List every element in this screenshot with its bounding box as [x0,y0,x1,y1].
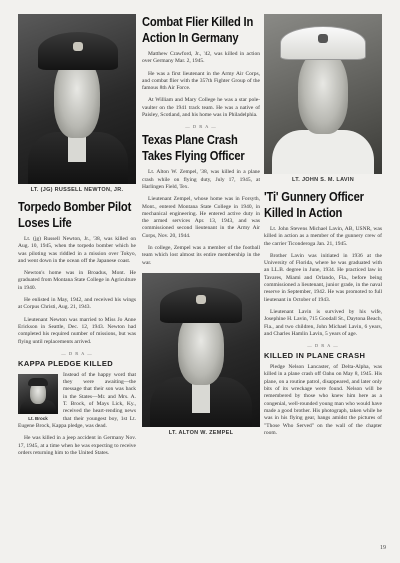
paragraph: Lieutenant Zempel, whose home was in Forsyth, Mont., entered Montana State College in 1940, in mechanical engineering. He entered active duty in the armed services Apr. 13, 1943, and was commissioned second lieutenant in the Army Air Corps, Nov. 20, 1944. [142,196,260,239]
photo-caption: Lt. Brock [28,415,48,421]
portrait-zempel [142,273,260,427]
paragraph: Brother Lavin was initiated in 1936 at the University of Florida, where he was graduated with an LL.B. degree in June, 1934. He practiced law in Tavares, Miami and Orlando, Fla., before being commissioned a lieutenant, junior grade, in the naval reserve in September, 1942. He was promoted to full lieutenant in October of 1943. [264,252,382,303]
photo-caption: LT. (JG) RUSSELL NEWTON, JR. [30,187,124,193]
paragraph: Instead of the happy word that they were awaiting—the message that their son was back in the States—Mr. and Mrs. A. T. Brock, of Mays Lick, Ky., received the heart-rending news that their youngest boy, 1st Lt. Eugene Brock, Kappa pledge, was dead. [18,371,136,429]
headline: Texas Plane Crash Takes Flying Officer [142,132,245,164]
portrait-brock [18,374,58,421]
headline: Combat Flier Killed In Action In Germany [142,14,254,45]
headline: Torpedo Bomber Pilot Loses Life [18,199,132,230]
subheadline: KAPPA PLEDGE KILLED [18,358,114,368]
paragraph: At William and Mary College he was a star pole-vaulter on the 1941 track team. He was a native of Paisley, Scotland, and his home was in Philadelphia. [142,97,260,119]
divider: — D R A — [185,124,217,130]
column-left [18,14,136,462]
paragraph: Lt. John Stevens Michael Lavin, AB, USNR, was killed in action as a member of the gunnery crew of the carrier Ticonderoga Jan. 21, 1945. [264,226,382,247]
paragraph: He was a first lieutenant in the Army Air Corps, and combat flier with the 357th Fighter Group of the famous 8th Air Force. [142,70,260,92]
divider: — D R A — [61,350,93,356]
portrait-newton [18,14,136,184]
subheadline: KILLED IN PLANE CRASH [264,351,366,361]
paragraph: In college, Zempel was a member of the football team which lost almost its entire membership in the war. [142,245,260,266]
paragraph: Lieutenant Lavin is survived by his wife, Josephine H. Lavin, 715 Goodall St., Daytona Beach, Fla., and two children, John Michael Lavin, 6 years, and Charles Hamlin Lavin, 5 years of age. [264,308,382,337]
paragraph: Matthew Crawford, Jr., '42, was killed in action over Germany Mar. 2, 1945. [142,51,260,65]
photo-caption: LT. JOHN S. M. LAVIN [291,177,355,183]
column-center [142,14,260,442]
page-number: 19 [380,545,386,551]
paragraph: Pledge Nelson Lancaster, of Delta-Alpha, was killed in a plane crash off Oahu on May 8, 1945. His plane, on a routine patrol, disappeared, and later only bits of its wreckage were found. Nelson will be remembered by those who knew him here as a congenial, well-rounded young man who would have made a good brother. His photograph, taken while he was in his flying gear, hangs amidst the pictures of "Those Who Served" on the wall of the chapter room. [264,364,382,436]
paragraph: Lieutenant Newton was married to Miss Jo Anne Erickson in Seattle, Dec. 12, 1943. Newton had completed his required number of missions, but was flying until replacements arrived. [18,316,136,345]
portrait-lavin [264,14,382,174]
headline: 'Ti' Gunnery Officer Killed In Action [264,189,364,220]
paragraph: He enlisted in May, 1942, and received his wings at Corpus Christi, Aug. 21, 1943. [18,297,136,311]
paragraph: He was killed in a jeep accident in Germany Nov. 17, 1945, at a time when he was expecting to receive orders returning him to the United States. [18,435,136,456]
divider: — D R A — [307,343,339,349]
photo-caption: LT. ALTON W. ZEMPEL [168,429,234,436]
paragraph: Lt. (jg) Russell Newton, Jr., '38, was killed on Aug. 10, 1945, when the torpedo bomber which he was piloting was riddled in a mission over Tokyo, and went down in the ocean off the Japanese coast. [18,236,136,264]
column-right [264,14,382,442]
paragraph: Lt. Alton W. Zempel, '38, was killed in a plane crash while on flying duty, July 17, 1945, at Harlingen Field, Tex. [142,169,260,190]
paragraph: Newton's home was in Broadus, Mont. He graduated from Montana State College in Agriculture in 1940. [18,270,136,291]
